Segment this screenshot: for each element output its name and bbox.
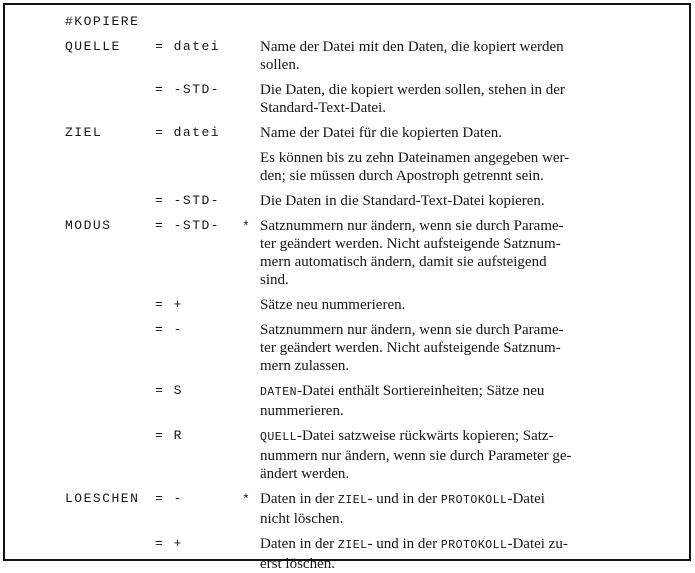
default-marker [242, 149, 260, 150]
inline-keyword: PROTOKOLL [440, 494, 508, 507]
parameter-name: #KOPIERE [65, 14, 140, 29]
table-row [65, 296, 671, 314]
parameter-description [260, 382, 671, 420]
description-text: ter geändert werden. Nicht aufsteigende Satznum- [260, 236, 561, 252]
default-marker [242, 124, 260, 125]
parameter-name: LOESCHEN [65, 491, 140, 506]
default-marker [242, 382, 260, 383]
table-row-loeschen [65, 490, 671, 528]
table-row [65, 382, 671, 420]
description-line [260, 81, 671, 99]
description-line [260, 427, 671, 447]
description-text: Daten in der [260, 491, 338, 507]
table-row [65, 192, 671, 210]
description-text: nummerieren. [260, 403, 344, 419]
inline-keyword: QUELL [260, 431, 298, 444]
description-line [260, 124, 671, 142]
description-line [260, 535, 671, 555]
description-text: Die Daten in die Standard-Text-Datei kopieren. [260, 193, 545, 209]
description-line [260, 382, 671, 402]
description-text: Sätze neu nummerieren. [260, 297, 406, 313]
parameter-description [260, 321, 671, 375]
table-row-quelle [65, 38, 671, 74]
inline-keyword: PROTOKOLL [440, 539, 508, 552]
parameter-value: = + [155, 297, 183, 312]
description-text: - und in der [367, 536, 441, 552]
default-marker [242, 321, 260, 322]
description-line [260, 271, 671, 289]
description-line [260, 149, 671, 167]
parameter-value: = R [155, 428, 183, 443]
parameter-description [260, 38, 671, 74]
description-line [260, 253, 671, 271]
parameter-description [260, 192, 671, 210]
description-text: -Datei [507, 491, 545, 507]
description-line [260, 321, 671, 339]
parameter-value: = - [155, 491, 183, 506]
description-line [260, 447, 671, 465]
description-text: den; sie müssen durch Apostroph getrennt sein. [260, 168, 544, 184]
default-marker: * [242, 219, 250, 234]
description-line [260, 192, 671, 210]
description-text: Satznummern nur ändern, wenn sie durch Parame- [260, 218, 564, 234]
parameter-value: = - [155, 322, 183, 337]
description-text: Daten in der [260, 536, 338, 552]
description-line [260, 402, 671, 420]
table-row [65, 535, 671, 573]
description-text: Name der Datei für die kopierten Daten. [260, 125, 502, 141]
table-row [65, 149, 671, 185]
inline-keyword: ZIEL [337, 539, 368, 552]
parameter-value: = -STD- [155, 193, 221, 208]
description-line [260, 217, 671, 235]
parameter-description [260, 427, 671, 483]
description-text: -Datei satzweise rückwärts kopieren; Satz- [297, 428, 554, 444]
description-text: -Datei enthält Sortiereinheiten; Sätze neu [297, 383, 545, 399]
description-line [260, 296, 671, 314]
description-text: Es können bis zu zehn Dateinamen angegeben wer- [260, 150, 570, 166]
parameter-value: = -STD- [155, 82, 221, 97]
parameter-value: = -STD- [155, 218, 221, 233]
description-text: - und in der [367, 491, 441, 507]
parameter-description [260, 490, 671, 528]
parameter-description [260, 149, 671, 185]
description-text: Die Daten, die kopiert werden sollen, stehen in der [260, 82, 565, 98]
parameter-value: = S [155, 383, 183, 398]
description-text: sind. [260, 272, 289, 288]
default-marker: * [242, 492, 250, 507]
parameter-description [260, 217, 671, 289]
description-line [260, 490, 671, 510]
description-text: mern automatisch ändern, damit sie aufsteigend [260, 254, 547, 270]
description-text: Standard-Text-Datei. [260, 100, 386, 116]
parameter-name: ZIEL [65, 125, 103, 140]
inline-keyword: ZIEL [337, 494, 368, 507]
parameter-name: MODUS [65, 218, 112, 233]
command-syntax-box [3, 3, 691, 572]
parameter-table [5, 5, 689, 573]
inline-keyword: DATEN [260, 386, 298, 399]
description-text: -Datei zu- [507, 536, 568, 552]
description-line [260, 235, 671, 253]
parameter-description [260, 535, 671, 573]
table-row-kopiere [65, 13, 671, 31]
table-row-ziel [65, 124, 671, 142]
default-marker [242, 38, 260, 39]
description-text: ter geändert werden. Nicht aufsteigende Satznum- [260, 340, 561, 356]
parameter-name: QUELLE [65, 39, 121, 54]
description-line [260, 99, 671, 117]
description-text: nummern nur ändern, wenn sie durch Parameter ge- [260, 448, 572, 464]
parameter-description [260, 81, 671, 117]
description-text: mern zulassen. [260, 358, 350, 374]
description-line [260, 38, 671, 56]
table-row [65, 81, 671, 117]
table-row-modus [65, 217, 671, 289]
description-line [260, 167, 671, 185]
default-marker [242, 427, 260, 428]
description-line [260, 56, 671, 74]
default-marker [242, 535, 260, 536]
parameter-value: = + [155, 536, 183, 551]
parameter-value: = datei [155, 39, 221, 54]
default-marker [242, 192, 260, 193]
description-text: nicht löschen. [260, 511, 344, 527]
description-line [260, 510, 671, 528]
parameter-description [260, 296, 671, 314]
table-row [65, 427, 671, 483]
description-text: Satznummern nur ändern, wenn sie durch Parame- [260, 322, 564, 338]
description-text: Name der Datei mit den Daten, die kopiert werden [260, 39, 564, 55]
parameter-value: = datei [155, 125, 221, 140]
description-line [260, 555, 671, 573]
description-line [260, 357, 671, 375]
description-text: ändert werden. [260, 466, 350, 482]
default-marker [242, 81, 260, 82]
description-text: sollen. [260, 57, 300, 73]
parameter-description [260, 124, 671, 142]
description-line [260, 339, 671, 357]
description-text: erst löschen. [260, 556, 335, 572]
table-row [65, 321, 671, 375]
default-marker [242, 13, 260, 14]
description-line [260, 465, 671, 483]
default-marker [242, 296, 260, 297]
